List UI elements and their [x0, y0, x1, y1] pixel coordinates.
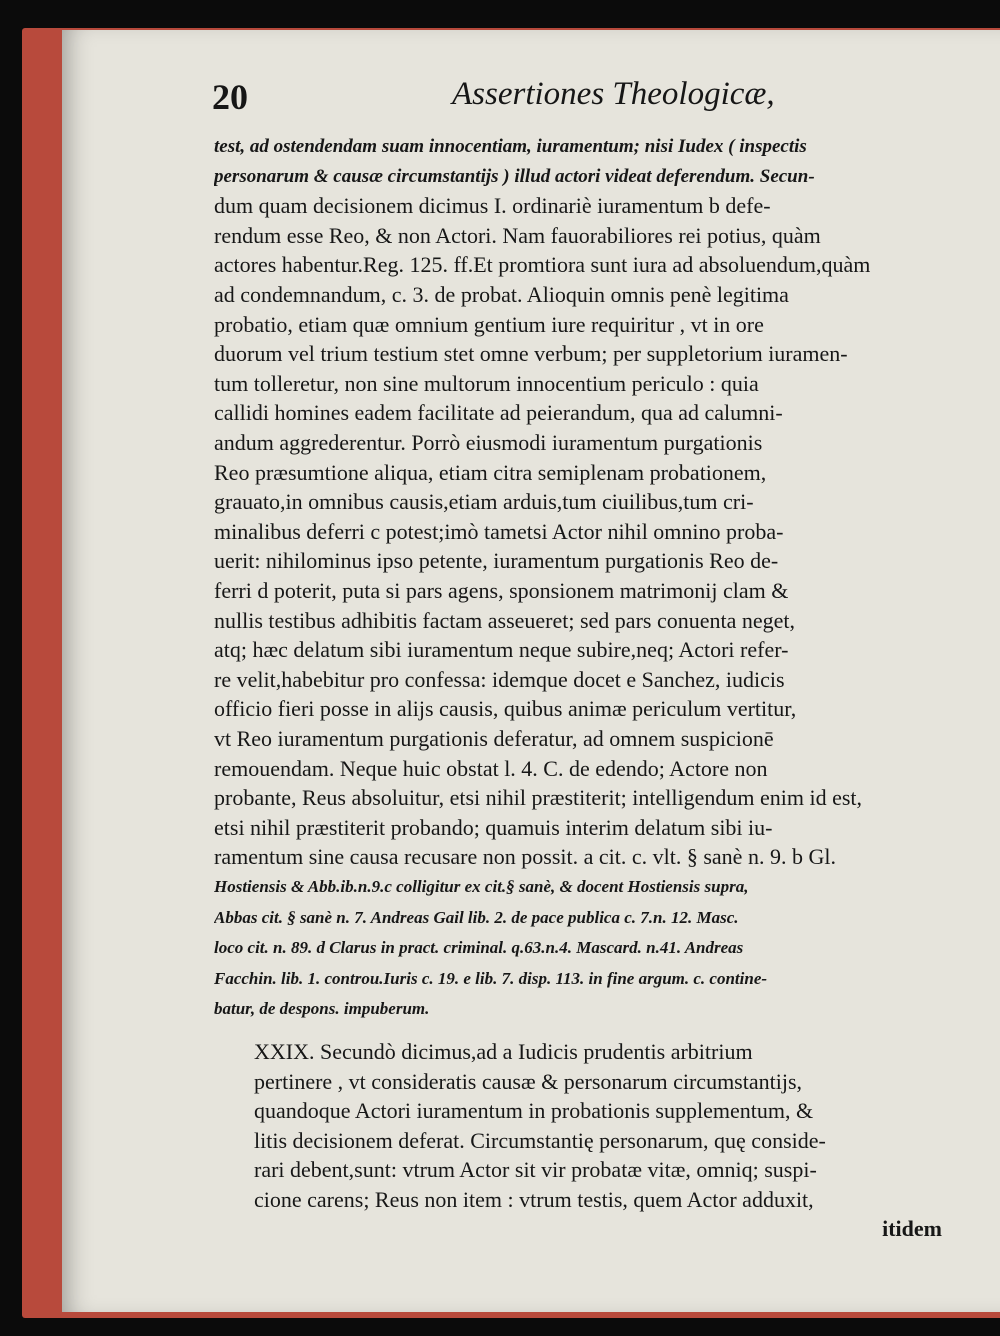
- footnote-line: batur, de despons. impuberum.: [214, 999, 430, 1018]
- text-line: grauato,in omnibus causis,etiam arduis,tum ciuilibus,tum cri-: [214, 489, 754, 515]
- catchword: itidem: [882, 1216, 942, 1241]
- text-line: atq; hæc delatum sibi iuramentum neque subire,neq; Actori refer-: [214, 637, 789, 663]
- text-line: probante, Reus absoluitur, etsi nihil præstiterit; intelligendum enim id est,: [214, 785, 863, 811]
- footnote-line: Hostiensis & Abb.ib.n.9.c colligitur ex cit.§ sanè, & docent Hostiensis supra,: [214, 877, 749, 896]
- text-line: tum tolleretur, non sine multorum innocentium periculo : quia: [214, 370, 759, 396]
- text-line: callidi homines eadem facilitate ad peierandum, qua ad calumni-: [214, 400, 783, 426]
- text-line: ad condemnandum, c. 3. de probat. Alioquin omnis penè legitima: [214, 282, 789, 307]
- text-line: andum aggrederentur. Porrò eiusmodi iuramentum purgationis: [214, 430, 763, 455]
- text-line: quandoque Actori iuramentum in probationis supplementum, &: [254, 1098, 814, 1124]
- page-number: 20: [212, 77, 248, 117]
- text-line: officio fieri posse in alijs causis, quibus animæ periculum vertitur,: [214, 696, 797, 722]
- text-line: test, ad ostendendam suam innocentiam, iuramentum; nisi Iudex ( inspectis: [214, 136, 807, 157]
- footnote-line: Facchin. lib. 1. controu.Iuris c. 19. e lib. 7. disp. 113. in fine argum. c. contine-: [214, 968, 768, 988]
- text-line: duorum vel trium testium stet omne verbum; per suppletorium iuramen-: [214, 341, 848, 367]
- text-line: uerit: nihilominus ipso petente, iuramentum purgationis Reo de-: [214, 548, 779, 574]
- text-line: Reo præsumtione aliqua, etiam citra semiplenam probationem,: [214, 459, 767, 485]
- text-line: cione carens; Reus non item : vtrum testis, quem Actor adduxit,: [254, 1187, 814, 1212]
- text-line: XXIX. Secundò dicimus,ad a Iudicis prudentis arbitrium: [254, 1039, 753, 1064]
- text-line: vt Reo iuramentum purgationis deferatur, ad omnem suspicionē: [214, 726, 774, 751]
- book-page: [62, 30, 1000, 1312]
- text-line: nullis testibus adhibitis factam asseueret; sed pars conuenta neget,: [214, 607, 796, 633]
- running-head: Assertiones Theologicæ,: [452, 76, 775, 112]
- page-header: [62, 76, 1000, 122]
- text-line: rari debent,sunt: vtrum Actor sit vir probatæ vitæ, omniq; suspi-: [254, 1157, 817, 1183]
- text-line: rendum esse Reo, & non Actori. Nam fauorabiliores rei potius, quàm: [214, 222, 821, 248]
- footnote-line: Abbas cit. § sanè n. 7. Andreas Gail lib. 2. de pace publica c. 7.n. 12. Masc.: [214, 907, 739, 927]
- text-line: personarum & causæ circumstantijs ) illud actori videat deferendum. Secun-: [214, 165, 815, 187]
- text-line: litis decisionem deferat. Circumstantię personarum, quę conside-: [254, 1127, 826, 1153]
- text-line: etsi nihil præstiterit probando; quamuis interim delatum sibi iu-: [214, 814, 773, 840]
- text-line: re velit,habebitur pro confessa: idemque docet e Sanchez, iudicis: [214, 666, 785, 692]
- text-line: remouendam. Neque huic obstat l. 4. C. de edendo; Actore non: [214, 755, 768, 781]
- text-line: pertinere , vt consideratis causæ & personarum circumstantijs,: [254, 1068, 803, 1094]
- text-line: actores habentur.Reg. 125. ff.Et promtiora sunt iura ad absoluendum,quàm: [214, 252, 871, 278]
- footnote-line: loco cit. n. 89. d Clarus in pract. criminal. q.63.n.4. Mascard. n.41. Andreas: [214, 938, 744, 957]
- text-line: ferri d poterit, puta si pars agens, sponsionem matrimonij clam &: [214, 578, 789, 603]
- text-line: probatio, etiam quæ omnium gentium iure requiritur , vt in ore: [214, 311, 764, 337]
- text-line: minalibus deferri c potest;imò tametsi Actor nihil omnino proba-: [214, 518, 784, 544]
- text-line: ramentum sine causa recusare non possit. a cit. c. vlt. § sanè n. 9. b Gl.: [214, 844, 836, 870]
- text-line: dum quam decisionem dicimus I. ordinariè iuramentum b defe-: [214, 193, 771, 219]
